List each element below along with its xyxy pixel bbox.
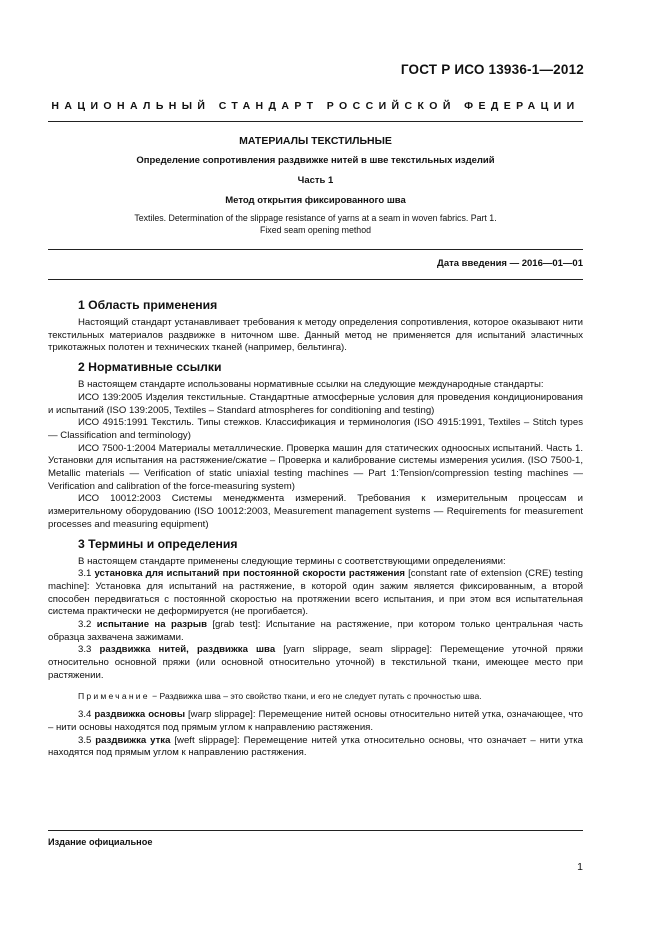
- term-3-3-name: раздвижка нитей, раздвижка шва: [99, 644, 276, 656]
- page-number: 1: [577, 861, 583, 873]
- term-3-4: 3.4 раздвижка основы [warp slippage]: Перемещение нитей основы относительно нитей утка, означающее, что – нити основы находятся под прямым углом к направлению растяжения.: [48, 709, 584, 733]
- note-label: Примечание: [78, 690, 150, 701]
- term-3-5-name: раздвижка утка: [95, 734, 171, 746]
- term-3-4-name: раздвижка основы: [94, 709, 186, 721]
- english-title-line-2: Fixed seam opening method: [259, 225, 371, 235]
- note: [48, 690, 583, 703]
- english-title: [48, 212, 583, 236]
- footer-rule: [48, 830, 583, 831]
- section-1-heading: 1 Область применения: [78, 298, 218, 312]
- introduction-date: Дата введения — 2016—01—01: [437, 258, 583, 269]
- standard-title: МАТЕРИАЛЫ ТЕКСТИЛЬНЫЕ: [239, 135, 392, 147]
- english-title-line-1: Textiles. Determination of the slippage resistance of yarns at a seam in woven fabrics. Part 1.: [134, 213, 497, 223]
- section-2-heading: 2 Нормативные ссылки: [78, 360, 222, 375]
- reference-iso-139: ИСО 139:2005 Изделия текстильные. Стандартные атмосферные условия для проведения кондиционирования и испытаний (ISO 139:2005, Textiles – Standard atmospheres for conditioning and testing): [48, 391, 583, 416]
- term-3-2-name: испытание на разрыв: [96, 619, 207, 631]
- standard-method: Метод открытия фиксированного шва: [225, 195, 406, 206]
- term-3-1: 3.1 установка для испытаний при постоянной скорости растяжения [constant rate of extension (CRE) testing machine]: Установка для испытаний на растяжение, в которой один зажим является фиксированным, а второй способен передвигаться с постоянной скоростью на протяжении всего испытания, и при этом вся испытательная система практически не деформируется (не прогибается).: [48, 568, 583, 618]
- section-1-paragraph: Настоящий стандарт устанавливает требования к методу определения сопротивления, которое оказывают нити текстильных материалов раздвижке в ниточном шве. Данный метод не применяется для испытаний эластичных трикотажных полотен и технических тканей (например, бельтинга).: [48, 317, 583, 354]
- national-standard-banner: НАЦИОНАЛЬНЫЙ СТАНДАРТ РОССИЙСКОЙ ФЕДЕРАЦИИ: [51, 100, 580, 112]
- document-code: ГОСТ Р ИСО 13936-1—2012: [400, 62, 584, 77]
- term-3-3: 3.3 раздвижка нитей, раздвижка шва [yarn slippage, seam slippage]: Перемещение уточной пряжи относительно основной пряжи (или основной относительно уточной) в текстильной ткани, имеющее место при растяжении.: [48, 644, 583, 681]
- section-3-heading: 3 Термины и определения: [78, 536, 238, 551]
- header-rule: [48, 121, 583, 122]
- reference-iso-7500: ИСО 7500-1:2004 Материалы металлические. Проверка машин для статических одноосных испытаний. Часть 1. Установки для испытания на растяжение/сжатие – Проверка и калибрование системы измерения усилия. (ISO 7500-1, Metallic materials — Verification of static uniaxial testing machines — Part 1:Tension/compression testing machines — Verification and calibration of the force-measuring system): [48, 442, 583, 492]
- section-3-intro: В настоящем стандарте применены следующие термины с соответствующими определениями:: [78, 555, 506, 567]
- term-3-5: 3.5 раздвижка утка [weft slippage]: Перемещение нитей утка относительно основы, что означает – нити утка находятся под прямым углом к направлению растяжения.: [48, 734, 583, 759]
- term-3-1-name: установка для испытаний при постоянной скорости растяжения: [94, 568, 405, 580]
- edition-label: Издание официальное: [48, 837, 153, 847]
- term-3-2: 3.2 испытание на разрыв [grab test]: Испытание на растяжение, при котором только центральная часть образца захвачена зажимами.: [48, 619, 584, 643]
- date-rule: [48, 279, 583, 280]
- section-2-intro: В настоящем стандарте использованы нормативные ссылки на следующие международные стандарты:: [78, 379, 544, 391]
- reference-iso-4915: ИСО 4915:1991 Текстиль. Типы стежков. Классификация и терминология (ISO 4915:1991, Textiles – Stitch types — Classification and terminology): [48, 417, 583, 441]
- document-body: [48, 293, 583, 760]
- standard-subtitle: Определение сопротивления раздвижке нитей в шве текстильных изделий: [136, 155, 495, 166]
- title-rule: [48, 249, 583, 250]
- standard-part: Часть 1: [297, 175, 334, 186]
- reference-iso-10012: ИСО 10012:2003 Системы менеджмента измерений. Требования к измерительным процессам и измерительному оборудованию (ISO 10012:2003, Measurement management systems — Requirements for measurement processes and measuring equipment): [48, 493, 583, 530]
- note-text: − Раздвижка шва – это свойство ткани, и его не следует путать с прочностью шва.: [149, 690, 482, 701]
